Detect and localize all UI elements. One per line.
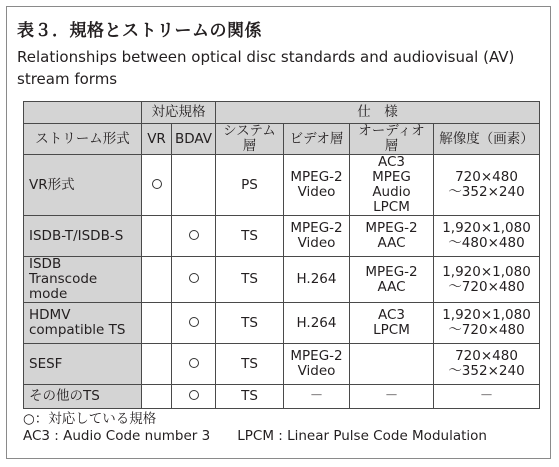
resolution-cell: 1,920×1,080 ～720×480	[434, 257, 540, 303]
stream-name-cell: SESF	[24, 344, 142, 385]
spec-table	[23, 101, 540, 409]
supported-circle-icon	[152, 179, 162, 189]
audio-layer-cell: MPEG-2 AAC	[350, 257, 434, 303]
stream-name-cell: その他のTS	[24, 385, 142, 409]
col-header-audio: オーディオ層	[350, 124, 434, 155]
table-row	[24, 303, 540, 344]
audio-layer-cell: AC3 MPEG Audio LPCM	[350, 155, 434, 216]
bdav-support-cell	[172, 257, 216, 303]
system-layer-cell: TS	[216, 303, 284, 344]
audio-layer-cell: AC3 LPCM	[350, 303, 434, 344]
col-header-stream: ストリーム形式	[24, 124, 142, 155]
system-layer-cell: TS	[216, 216, 284, 257]
supported-circle-icon	[189, 273, 199, 283]
col-header-vr: VR	[142, 124, 172, 155]
video-layer-cell: －	[284, 385, 350, 409]
table-row	[24, 155, 540, 216]
vr-support-cell	[142, 385, 172, 409]
spec-group-header: 仕 様	[216, 102, 540, 124]
stream-name-cell: ISDB Transcode mode	[24, 257, 142, 303]
system-layer-cell: PS	[216, 155, 284, 216]
system-layer-cell: TS	[216, 385, 284, 409]
footnotes	[23, 411, 487, 445]
supported-circle-icon	[189, 317, 199, 327]
col-header-resolution: 解像度（画素）	[434, 124, 540, 155]
vr-support-cell	[142, 257, 172, 303]
system-layer-cell: TS	[216, 344, 284, 385]
bdav-support-cell	[172, 155, 216, 216]
table-row	[24, 257, 540, 303]
bdav-support-cell	[172, 303, 216, 344]
bdav-support-cell	[172, 385, 216, 409]
corner-cell	[24, 102, 142, 124]
resolution-cell: 720×480 ～352×240	[434, 155, 540, 216]
vr-support-cell	[142, 216, 172, 257]
col-header-video: ビデオ層	[284, 124, 350, 155]
column-header-row	[24, 124, 540, 155]
video-layer-cell: MPEG-2 Video	[284, 216, 350, 257]
legend-note: ○：対応している規格	[23, 411, 157, 427]
resolution-cell: －	[434, 385, 540, 409]
supported-circle-icon	[189, 230, 199, 240]
table-subtitle: Relationships between optical disc standards and audiovisual (AV) stream forms	[17, 48, 515, 88]
resolution-cell: 1,920×1,080 ～480×480	[434, 216, 540, 257]
col-header-bdav: BDAV	[172, 124, 216, 155]
system-layer-cell: TS	[216, 257, 284, 303]
group-header-row	[24, 102, 540, 124]
table-row	[24, 344, 540, 385]
vr-support-cell	[142, 303, 172, 344]
stream-name-cell: VR形式	[24, 155, 142, 216]
video-layer-cell: H.264	[284, 303, 350, 344]
resolution-cell: 1,920×1,080 ～720×480	[434, 303, 540, 344]
supported-circle-icon	[189, 358, 199, 368]
audio-layer-cell	[350, 344, 434, 385]
vr-support-cell	[142, 155, 172, 216]
table-title: 表３．規格とストリームの関係	[17, 21, 262, 41]
audio-layer-cell: MPEG-2 AAC	[350, 216, 434, 257]
col-header-system: システム層	[216, 124, 284, 155]
vr-support-cell	[142, 344, 172, 385]
audio-layer-cell: －	[350, 385, 434, 409]
resolution-cell: 720×480 ～352×240	[434, 344, 540, 385]
bdav-support-cell	[172, 344, 216, 385]
stream-name-cell: HDMV compatible TS	[24, 303, 142, 344]
stream-name-cell: ISDB-T/ISDB-S	[24, 216, 142, 257]
supported-circle-icon	[189, 390, 199, 400]
abbreviation-note: AC3 : Audio Code number 3 LPCM : Linear Pulse Code Modulation	[23, 428, 487, 444]
video-layer-cell: MPEG-2 Video	[284, 155, 350, 216]
video-layer-cell: MPEG-2 Video	[284, 344, 350, 385]
table-row	[24, 216, 540, 257]
table-row	[24, 385, 540, 409]
bdav-support-cell	[172, 216, 216, 257]
support-group-header: 対応規格	[142, 102, 216, 124]
video-layer-cell: H.264	[284, 257, 350, 303]
